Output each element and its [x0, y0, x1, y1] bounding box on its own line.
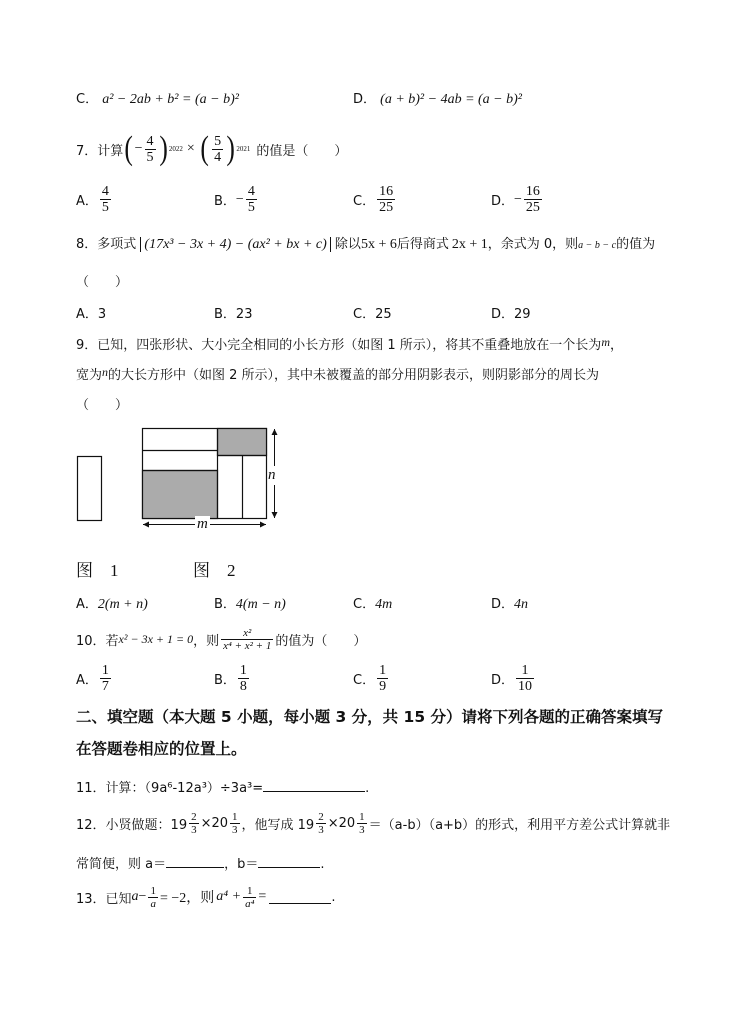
q10-fraction: $\frac{\text{x²}}{\text{x⁴ + x² + 1}}$: [223, 626, 272, 652]
q8-stem: 8．多项式 (17x³ − 3x + 4) − (ax² + bx + c) 除以5x + 6后得商式 2x + 1，余式为 0，则a − b − c的值为: [76, 237, 656, 252]
q12-answer-blank-a[interactable]: [166, 855, 224, 868]
q8-target-expr: a − b − c: [578, 240, 617, 251]
q13-answer-blank[interactable]: [269, 891, 331, 904]
q9-option-a: A．2(m + n): [76, 597, 148, 612]
q7-fraction-1: $\frac{4}{5}$: [146, 133, 154, 165]
q13: 13．已知 a − $\frac{1}{a}$ = −2，则 a⁴ + $\frac{1}{\text{a⁴}}$ = .: [76, 884, 336, 910]
section-2-heading-line2: 在答题卷相应的位置上。: [76, 740, 247, 758]
q8-option-c: C．25: [353, 307, 392, 322]
q12-line1: 12．小贤做题：19 $\frac{2}{3}$ ×20 $\frac{1}{3}$ ，他写成 19 $\frac{2}{3}$ ×20 $\frac{1}{3}$ ＝（a-b）（a+b）的形式，利用平方差公式计算就非: [76, 810, 671, 836]
q7-prefix: 7．计算: [76, 143, 124, 159]
q8-divisor: 5x + 6: [360, 237, 397, 252]
figure-1-small-rectangle: [74, 453, 106, 523]
q6-option-d-expr: (a + b)² − 4ab = (a − b)²: [380, 92, 522, 107]
q7-option-b: B． − $\frac{4}{5}$: [214, 184, 255, 215]
q12-line2: 常简便，则 a＝ ，b＝ .: [76, 857, 325, 872]
q9-option-d: D．4n: [491, 597, 529, 612]
q8-quotient: 2x + 1: [451, 237, 488, 252]
figure-2-big-rectangle: [138, 423, 288, 533]
q7-suffix: 的值是（ ）: [256, 143, 348, 159]
q7-stem: 7．计算 ( − $\frac{4}{5}$ ) 2022 × ( $\frac{5}{4}$ ) 2021 的值是（ ）: [76, 130, 348, 167]
shaded-region-bottom-left: [143, 471, 218, 519]
q10-stem: 10．若 x² − 3x + 1 = 0 ，则 $\frac{\text{x²}}{\text{x⁴ + x² + 1}}$ 的值为（ ）: [76, 626, 367, 652]
q9-option-b: B．4(m − n): [214, 597, 286, 612]
figure-2-label: 图 2: [193, 561, 236, 580]
q7-exponent-2: 2021: [236, 145, 251, 153]
figure-1-label: 图 1: [76, 561, 119, 580]
q10-option-d: D． $\frac{1}{10}$: [491, 663, 533, 694]
q12-answer-blank-b[interactable]: [258, 855, 320, 868]
q10-option-a: A． $\frac{1}{7}$: [76, 663, 109, 694]
q10-condition: x² − 3x + 1 = 0: [118, 631, 194, 646]
figure-2-dimension-n: n: [268, 467, 276, 483]
q10-option-c: C． $\frac{1}{9}$: [353, 663, 387, 694]
q7-exponent-1: 2022: [168, 145, 183, 153]
q8-option-b: B．23: [214, 307, 253, 322]
q8-paren: （ ）: [76, 275, 129, 290]
q7-option-a: A． $\frac{4}{5}$: [76, 184, 109, 215]
q9-option-c: C．4m: [353, 597, 393, 612]
q11-answer-blank[interactable]: [263, 779, 365, 792]
q9-stem-line1: 9．已知，四张形状、大小完全相同的小长方形（如图 1 所示），将其不重叠地放在一个长为m，: [76, 335, 623, 353]
q7-option-c: C． $\frac{16}{25}$: [353, 184, 394, 215]
figure-2-dimension-m: m: [197, 516, 208, 532]
q9-stem-line2: 宽为n的大长方形中（如图 2 所示），其中未被覆盖的部分用阴影表示，则阴影部分的周长为: [76, 365, 600, 383]
q9-paren: （ ）: [76, 398, 129, 413]
q11: 11．计算：（9a⁶-12a³）÷3a³= .: [76, 781, 370, 796]
q6-option-c-expr: a² − 2ab + b² = (a − b)²: [102, 92, 239, 107]
shaded-region-top-right: [218, 429, 267, 456]
q6-option-d: D． (a + b)² − 4ab = (a − b)²: [353, 92, 522, 107]
q7-fraction-2: $\frac{5}{4}$: [214, 133, 222, 165]
q8-option-a: A．3: [76, 307, 107, 322]
q10-option-b: B． $\frac{1}{8}$: [214, 663, 247, 694]
q8-option-d: D．29: [491, 307, 531, 322]
q6-option-c: C． a² − 2ab + b² = (a − b)²: [76, 92, 239, 107]
q7-option-d: D． − $\frac{16}{25}$: [491, 184, 540, 215]
q8-polynomial: (17x³ − 3x + 4) − (ax² + bx + c): [140, 237, 330, 252]
section-2-heading-line1: 二、填空题（本大题 5 小题，每小题 3 分，共 15 分）请将下列各题的正确答案填写: [76, 708, 664, 726]
